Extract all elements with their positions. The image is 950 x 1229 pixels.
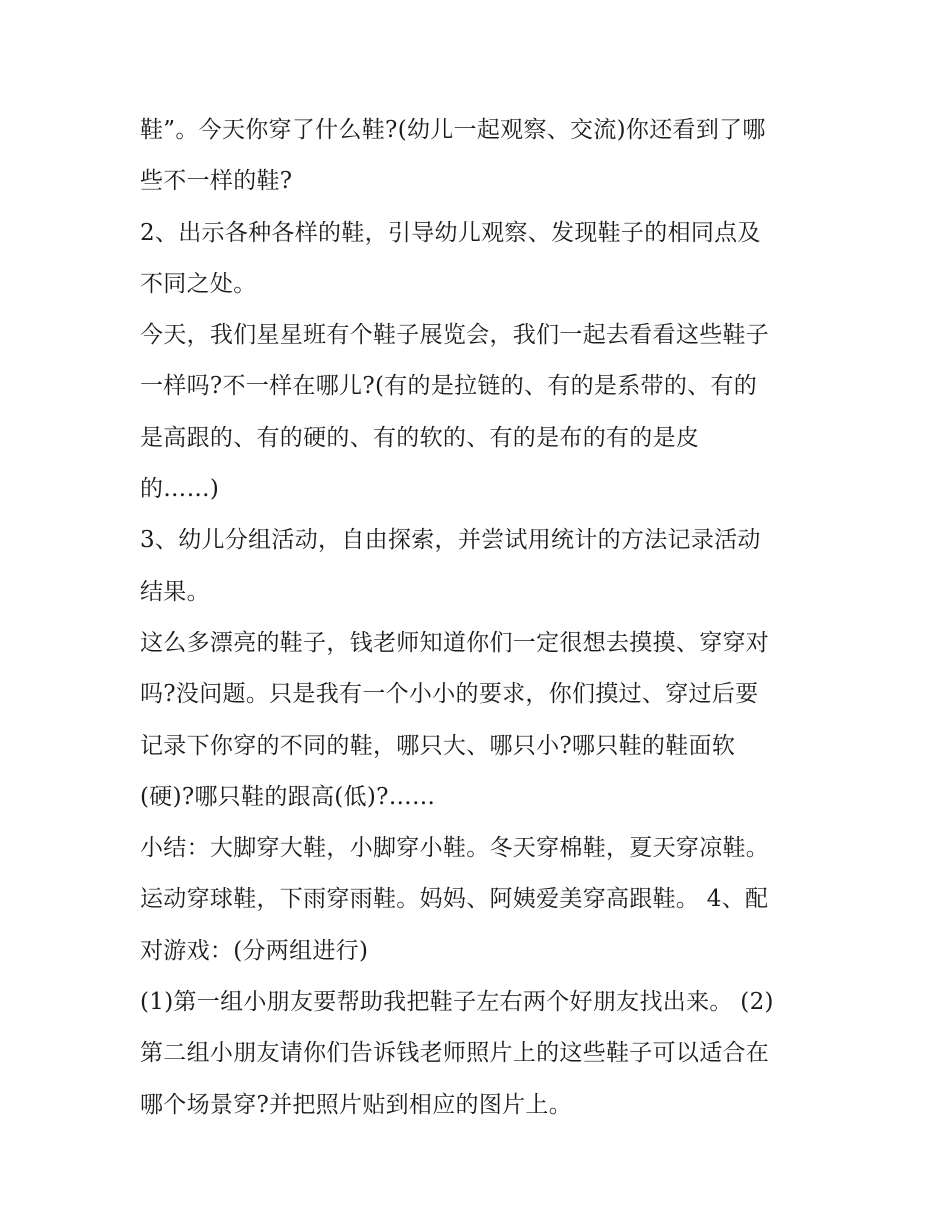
text-line: 一样吗?不一样在哪儿?(有的是拉链的、有的是系带的、有的 — [140, 373, 758, 400]
text-line: 小结：大脚穿大鞋，小脚穿小鞋。冬天穿棉鞋，夏天穿凉鞋。 — [140, 835, 770, 862]
text-line: 是高跟的、有的硬的、有的软的、有的是布的有的是皮 — [140, 424, 700, 451]
text-line: 哪个场景穿?并把照片贴到相应的图片上。 — [140, 1091, 573, 1118]
body-text — [140, 105, 840, 1131]
text-line: 今天，我们星星班有个鞋子展览会，我们一起去看看这些鞋子 — [140, 322, 770, 349]
text-line: 运动穿球鞋，下雨穿雨鞋。妈妈、阿姨爱美穿高跟鞋。 4、配 — [140, 886, 769, 913]
text-line: 鞋”。今天你穿了什么鞋?(幼儿一起观察、交流)你还看到了哪 — [140, 117, 766, 143]
text-line: (1)第一组小朋友要帮助我把鞋子左右两个好朋友找出来。 (2) — [140, 989, 774, 1016]
text-line: 第二组小朋友请你们告诉钱老师照片上的这些鞋子可以适合在 — [140, 1040, 770, 1067]
text-line: 吗?没问题。只是我有一个小小的要求，你们摸过、穿过后要 — [140, 681, 759, 708]
text-line: 些不一样的鞋? — [140, 168, 293, 195]
text-line: 对游戏：(分两组进行) — [140, 937, 369, 964]
text-line: 3、幼儿分组活动，自由探索，并尝试用统计的方法记录活动 — [140, 527, 761, 554]
text-line: (硬)?哪只鞋的跟高(低)?…… — [140, 783, 436, 810]
text-line: 不同之处。 — [140, 270, 257, 297]
text-line: 2、出示各种各样的鞋，引导幼儿观察、发现鞋子的相同点及 — [140, 219, 761, 246]
text-line: 结果。 — [140, 578, 210, 605]
text-line: 记录下你穿的不同的鞋，哪只大、哪只小?哪只鞋的鞋面软 — [140, 732, 736, 759]
text-line: 的……) — [140, 476, 220, 503]
text-line: 这么多漂亮的鞋子，钱老师知道你们一定很想去摸摸、穿穿对 — [140, 629, 770, 656]
